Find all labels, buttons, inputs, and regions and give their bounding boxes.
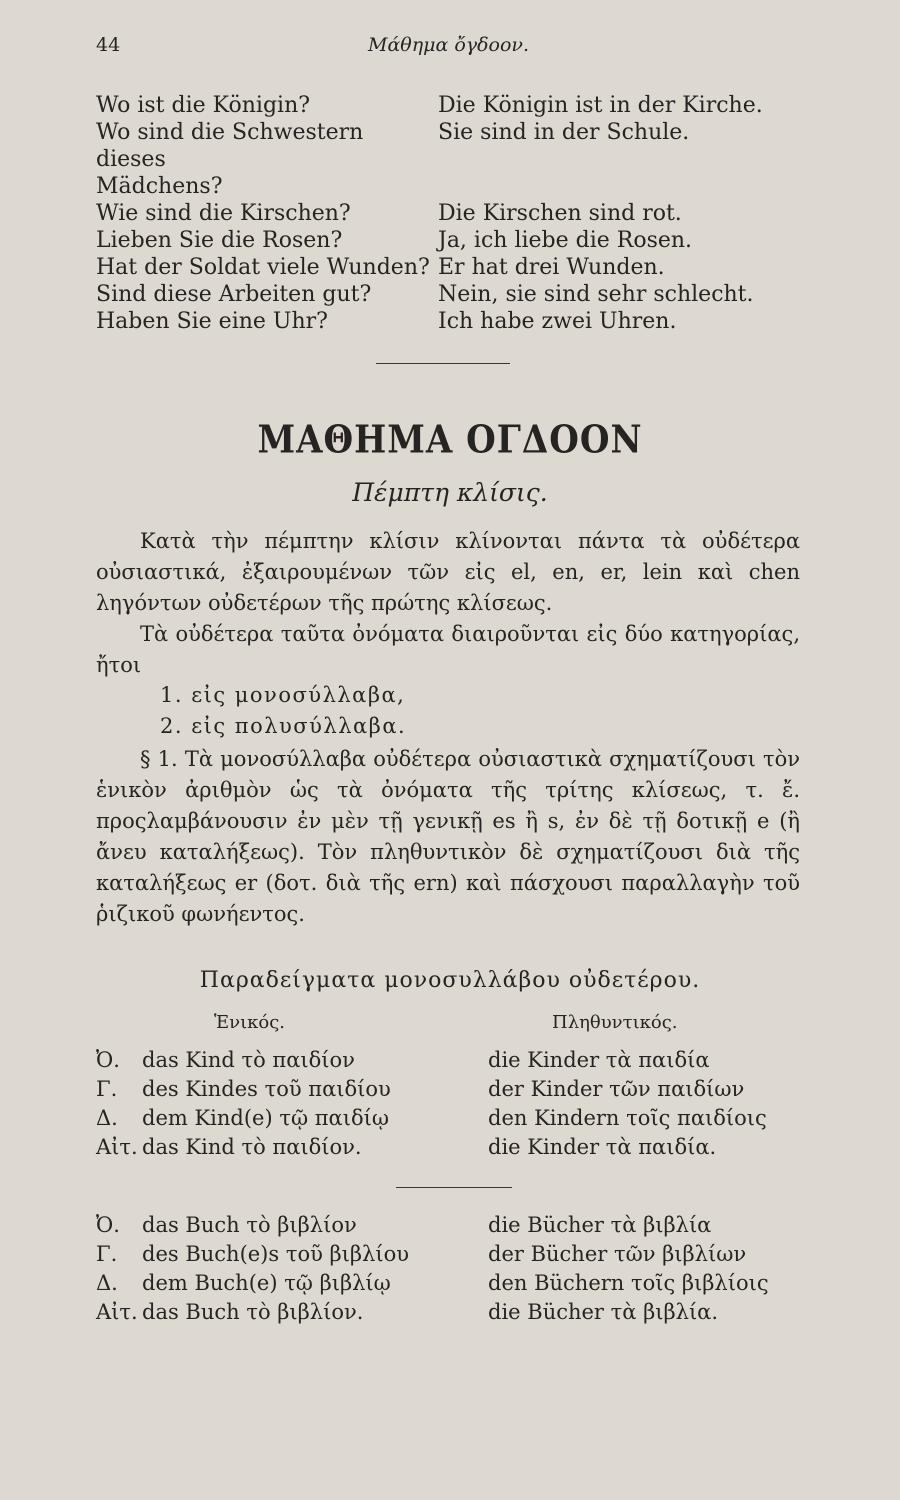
singular-form: das Buch τὸ βιβλίον — [142, 1213, 357, 1237]
singular-form: das Kind τὸ παιδίον — [142, 1048, 355, 1072]
lesson-subtitle: Πέμπτη κλίσις. — [352, 478, 548, 507]
case-label: Αἰτ. — [96, 1300, 138, 1324]
qa-exercise — [96, 92, 816, 335]
paragraph-text: Κατὰ τὴν πέμπτην κλίσιν κλίνονται πάντα τὰ οὐδέτερα οὐσιαστικά, ἐξαιρουμένων τῶν εἰς el, en, er, lein καὶ chen ληγόντων οὐδετέρων τῆς πρώτης κλίσεως. — [96, 529, 800, 615]
lesson-title: ΜΑΘΗΜΑ ΟΓΔΟΟΝ — [257, 417, 643, 463]
intro-paragraph — [96, 526, 800, 619]
singular-form: das Buch τὸ βιβλίον. — [142, 1300, 364, 1324]
question: Lieben Sie die Rosen? — [96, 228, 343, 253]
qa-row — [96, 200, 816, 227]
declension-table-buch — [96, 1211, 828, 1327]
qa-row — [96, 281, 816, 308]
qa-row — [96, 119, 816, 173]
question: Wo sind die Schwestern dieses — [96, 120, 364, 172]
singular-form: des Buch(e)s τοῦ βιβλίου — [142, 1242, 410, 1266]
table-row — [96, 1104, 828, 1133]
qa-row — [96, 254, 816, 281]
qa-row — [96, 173, 816, 200]
running-title: Μάθημα ὄγδοον. — [368, 34, 530, 56]
plural-form: den Kindern τοῖς παιδίοις — [488, 1106, 767, 1130]
answer — [438, 173, 816, 200]
singular-form: das Kind τὸ παιδίον. — [142, 1135, 362, 1159]
section-divider — [376, 363, 510, 364]
declension-table-kind — [96, 1046, 828, 1162]
singular-form: dem Buch(e) τῷ βιβλίῳ — [142, 1271, 391, 1295]
plural-form: die Kinder τὰ παιδία — [488, 1048, 710, 1072]
answer: Die Königin ist in der Kirche. — [438, 93, 763, 118]
singular-heading: Ἑνικός. — [214, 1012, 286, 1033]
plural-form: die Kinder τὰ παιδία. — [488, 1135, 717, 1159]
answer: Ja, ich liebe die Rosen. — [438, 228, 693, 253]
case-label: Ὀ. — [96, 1048, 120, 1072]
question: Wo ist die Königin? — [96, 93, 311, 118]
paragraph-text: § 1. Τὰ μονοσύλλαβα οὐδέτερα οὐσιαστικὰ σχηματίζουσι τὸν ἑνικὸν ἀριθμὸν ὡς τὰ ὀνόματα τῆς τρίτης κλίσεως, τ. ἔ. προςλαμβάνουσιν ἐν μὲν τῇ γενικῇ es ἢ s, ἐν δὲ τῇ δοτικῇ e (ἢ ἄνευ καταλήξεως). Τὸν πληθυντικὸν δὲ σχηματίζουσι διὰ τῆς καταλήξεως er (δοτ. διὰ τῆς ern) καὶ πάσχουσι παραλλαγὴν τοῦ ῥιζικοῦ φωνήεντος. — [96, 747, 800, 926]
case-label: Δ. — [96, 1271, 118, 1295]
plural-form: die Bücher τὰ βιβλία. — [488, 1300, 719, 1324]
plural-form: die Bücher τὰ βιβλία — [488, 1213, 712, 1237]
case-label: Δ. — [96, 1106, 118, 1130]
case-label: Γ. — [96, 1077, 118, 1101]
table-row — [96, 1046, 828, 1075]
table-row — [96, 1133, 828, 1162]
table-row — [96, 1211, 828, 1240]
question: Hat der Soldat viele Wunden? — [96, 255, 430, 280]
list-item: 2. εἰς πολυσύλλαβα. — [160, 714, 407, 738]
rule-paragraph — [96, 744, 800, 930]
plural-form: der Kinder τῶν παιδίων — [488, 1077, 745, 1101]
case-label: Ὀ. — [96, 1213, 120, 1237]
case-label: Αἰτ. — [96, 1135, 138, 1159]
answer: Die Kirschen sind rot. — [438, 201, 682, 226]
plural-form: der Bücher τῶν βιβλίων — [488, 1242, 747, 1266]
question: Wie sind die Kirschen? — [96, 201, 351, 226]
answer: Ich habe zwei Uhren. — [438, 309, 677, 334]
category-paragraph — [96, 619, 800, 681]
table-divider — [396, 1187, 512, 1188]
answer: Sie sind in der Schule. — [438, 120, 690, 145]
question: Mädchens? — [96, 174, 223, 199]
page-number: 44 — [96, 34, 121, 56]
answer: Nein, sie sind sehr schlecht. — [438, 282, 754, 307]
plural-form: den Büchern τοῖς βιβλίοις — [488, 1271, 769, 1295]
table-row — [96, 1269, 828, 1298]
table-row — [96, 1298, 828, 1327]
table-row — [96, 1240, 828, 1269]
paragraph-text: Τὰ οὐδέτερα ταῦτα ὀνόματα διαιροῦνται εἰς δύο κατηγορίας, ἤτοι — [96, 622, 800, 677]
examples-title: Παραδείγματα μονοσυλλάβου οὐδετέρου. — [199, 968, 701, 993]
category-list — [160, 680, 406, 742]
qa-row — [96, 227, 816, 254]
plural-heading: Πληθυντικός. — [552, 1012, 678, 1033]
table-row — [96, 1075, 828, 1104]
list-item: 1. εἰς μονοσύλλαβα, — [160, 683, 406, 707]
question: Haben Sie eine Uhr? — [96, 309, 328, 334]
qa-row — [96, 308, 816, 335]
question: Sind diese Arbeiten gut? — [96, 282, 372, 307]
case-label: Γ. — [96, 1242, 118, 1266]
singular-form: des Kindes τοῦ παιδίου — [142, 1077, 391, 1101]
qa-row — [96, 92, 816, 119]
answer: Er hat drei Wunden. — [438, 255, 665, 280]
singular-form: dem Kind(e) τῷ παιδίῳ — [142, 1106, 389, 1130]
